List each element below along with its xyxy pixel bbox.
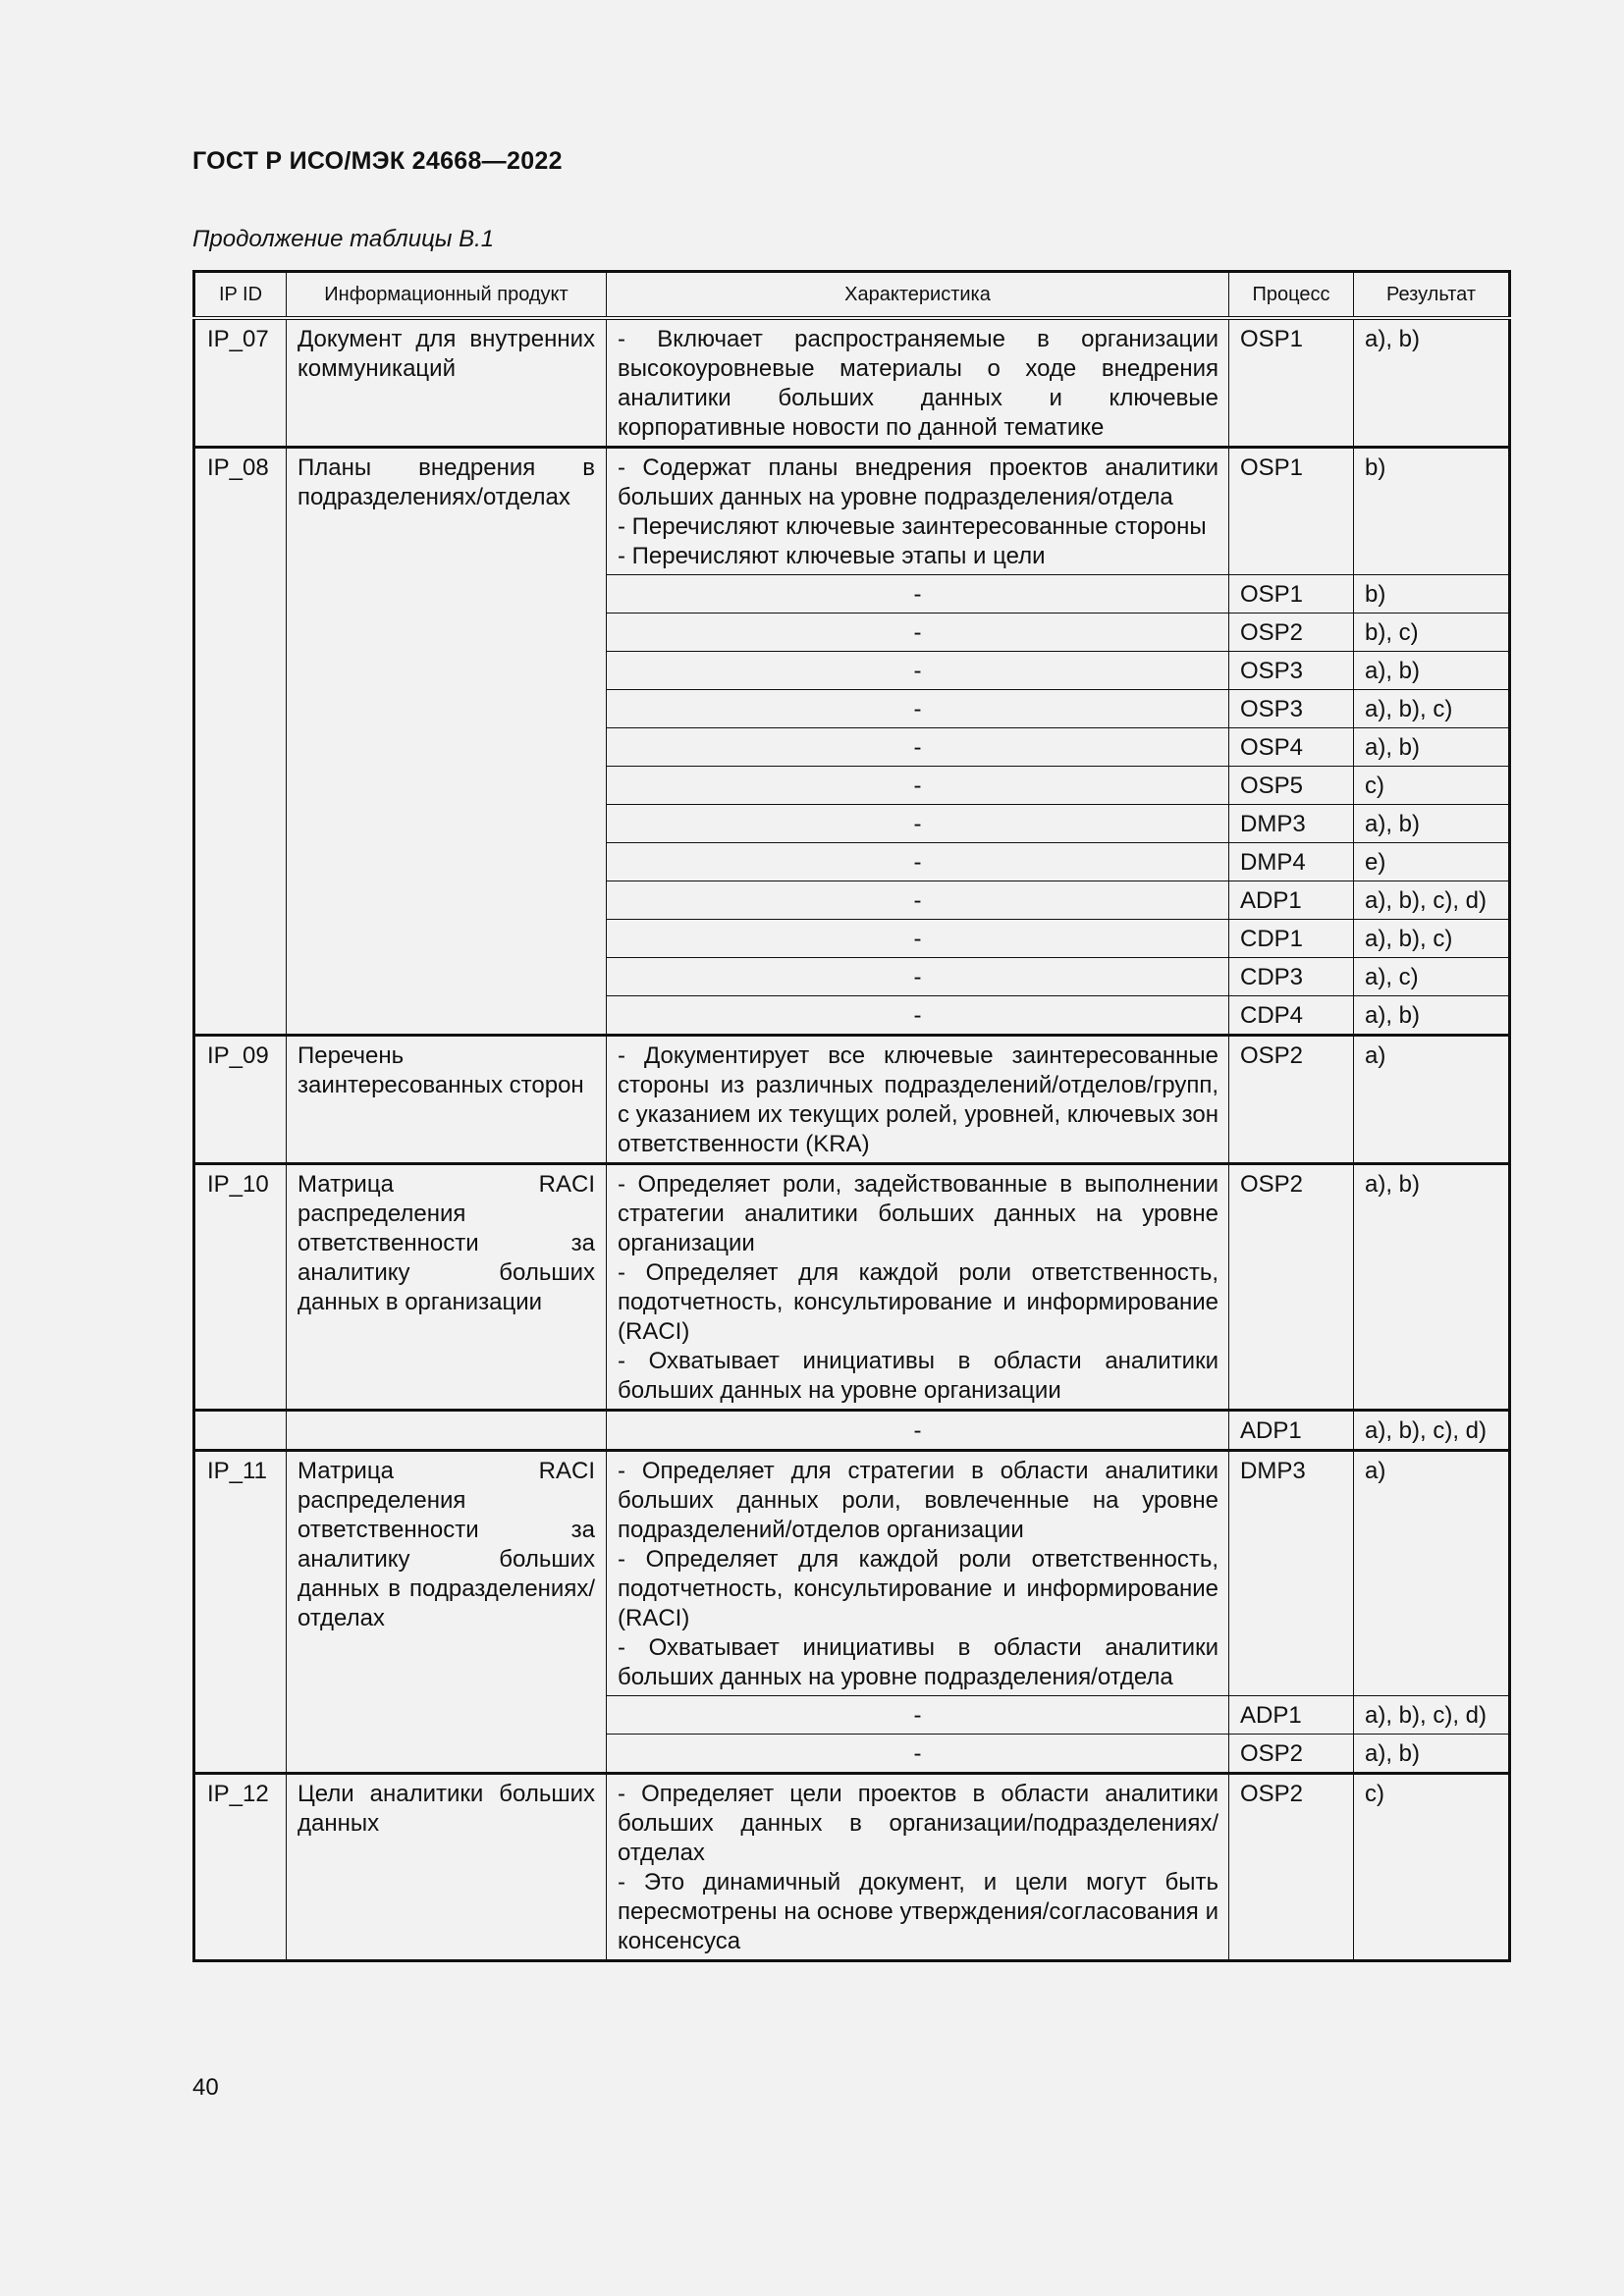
characteristic-cell: - — [607, 767, 1229, 805]
ip-id-cell: IP_09 — [194, 1036, 287, 1164]
characteristic-cell: - Определяет цели проектов в области аналитики больших данных в организации/подразделениях/отделах - Это динамичный документ, и цели могут быть пересмотрены на основе утверждения/согласования и консенсуса — [607, 1774, 1229, 1961]
result-cell: c) — [1354, 1774, 1510, 1961]
ip-id-cell: IP_12 — [194, 1774, 287, 1961]
column-header-process: Процесс — [1229, 272, 1354, 319]
product-cell: Документ для внутренних коммуникаций — [287, 318, 607, 448]
process-cell: DMP3 — [1229, 1451, 1354, 1696]
characteristic-cell: - — [607, 805, 1229, 843]
table-row — [194, 1451, 1510, 1696]
table-row — [194, 1774, 1510, 1961]
table-row — [194, 1036, 1510, 1164]
characteristic-cell: - — [607, 652, 1229, 690]
table-header-row — [194, 272, 1510, 319]
characteristic-cell: - — [607, 728, 1229, 767]
process-cell: ADP1 — [1229, 1696, 1354, 1735]
result-cell: a), b) — [1354, 652, 1510, 690]
characteristic-cell: - Включает распространяемые в организации высокоуровневые материалы о ходе внедрения аналитики больших данных и ключевые корпоративные новости по данной тематике — [607, 318, 1229, 448]
result-cell: b) — [1354, 448, 1510, 575]
process-cell: OSP2 — [1229, 1164, 1354, 1411]
result-cell: b), c) — [1354, 614, 1510, 652]
result-cell: a), b), c) — [1354, 920, 1510, 958]
product-cell — [287, 1411, 607, 1451]
process-cell: CDP3 — [1229, 958, 1354, 996]
process-cell: ADP1 — [1229, 881, 1354, 920]
ip-table — [192, 270, 1511, 1962]
ip-id-cell — [194, 1411, 287, 1451]
result-cell: a), b) — [1354, 805, 1510, 843]
process-cell: OSP1 — [1229, 318, 1354, 448]
result-cell: a) — [1354, 1036, 1510, 1164]
table-header — [194, 272, 1510, 319]
table-row — [194, 318, 1510, 448]
characteristic-cell: - — [607, 881, 1229, 920]
product-cell: Перечень заинтересованных сторон — [287, 1036, 607, 1164]
process-cell: OSP1 — [1229, 448, 1354, 575]
process-cell: OSP2 — [1229, 1774, 1354, 1961]
process-cell: OSP2 — [1229, 1036, 1354, 1164]
result-cell: a), b), c), d) — [1354, 881, 1510, 920]
result-cell: c) — [1354, 767, 1510, 805]
result-cell: a), b), c), d) — [1354, 1696, 1510, 1735]
result-cell: a) — [1354, 1451, 1510, 1696]
characteristic-cell: - — [607, 996, 1229, 1036]
process-cell: ADP1 — [1229, 1411, 1354, 1451]
characteristic-cell: - — [607, 690, 1229, 728]
result-cell: a), b), c) — [1354, 690, 1510, 728]
column-header-ip-id: IP ID — [194, 272, 287, 319]
result-cell: b) — [1354, 575, 1510, 614]
result-cell: a), b) — [1354, 1735, 1510, 1774]
result-cell: a), b) — [1354, 996, 1510, 1036]
process-cell: OSP3 — [1229, 652, 1354, 690]
ip-id-cell: IP_11 — [194, 1451, 287, 1774]
process-cell: OSP3 — [1229, 690, 1354, 728]
product-cell: Матрица RACI распределения ответственности за аналитику больших данных в подразделениях/отделах — [287, 1451, 607, 1774]
process-cell: CDP4 — [1229, 996, 1354, 1036]
result-cell: e) — [1354, 843, 1510, 881]
characteristic-cell: - — [607, 614, 1229, 652]
result-cell: a), b) — [1354, 728, 1510, 767]
ip-id-cell: IP_10 — [194, 1164, 287, 1411]
process-cell: OSP2 — [1229, 1735, 1354, 1774]
result-cell: a), b) — [1354, 1164, 1510, 1411]
characteristic-cell: - Определяет роли, задействованные в выполнении стратегии аналитики больших данных на уровне организации - Определяет для каждой роли ответственность, подотчетность, консультирование и информирование (RACI) - Охватывает инициативы в области аналитики больших данных на уровне организации — [607, 1164, 1229, 1411]
ip-id-cell: IP_08 — [194, 448, 287, 1036]
process-cell: OSP1 — [1229, 575, 1354, 614]
table-row — [194, 448, 1510, 575]
process-cell: OSP2 — [1229, 614, 1354, 652]
result-cell: a), c) — [1354, 958, 1510, 996]
characteristic-cell: - — [607, 1735, 1229, 1774]
process-cell: DMP3 — [1229, 805, 1354, 843]
table-row — [194, 1164, 1510, 1411]
product-cell: Планы внедрения в подразделениях/отделах — [287, 448, 607, 1036]
page-number: 40 — [192, 2074, 219, 2101]
column-header-characteristic: Характеристика — [607, 272, 1229, 319]
characteristic-cell: - Документирует все ключевые заинтересованные стороны из различных подразделений/отделов/групп, с указанием их текущих ролей, уровней, ключевых зон ответственности (KRA) — [607, 1036, 1229, 1164]
process-cell: CDP1 — [1229, 920, 1354, 958]
characteristic-cell: - Определяет для стратегии в области аналитики больших данных роли, вовлеченные на уровне подразделений/отделов организации - Определяет для каждой роли ответственность, подотчетность, консультирование и информирование (RACI) - Охватывает инициативы в области аналитики больших данных на уровне подразделения/отдела — [607, 1451, 1229, 1696]
process-cell: OSP4 — [1229, 728, 1354, 767]
process-cell: OSP5 — [1229, 767, 1354, 805]
ip-id-cell: IP_07 — [194, 318, 287, 448]
characteristic-cell: - Содержат планы внедрения проектов аналитики больших данных на уровне подразделения/отдела - Перечисляют ключевые заинтересованные стороны - Перечисляют ключевые этапы и цели — [607, 448, 1229, 575]
column-header-product: Информационный продукт — [287, 272, 607, 319]
characteristic-cell: - — [607, 1696, 1229, 1735]
table-caption: Продолжение таблицы B.1 — [192, 226, 495, 252]
column-header-result: Результат — [1354, 272, 1510, 319]
product-cell: Цели аналитики больших данных — [287, 1774, 607, 1961]
characteristic-cell: - — [607, 1411, 1229, 1451]
table-body — [194, 318, 1510, 1961]
process-cell: DMP4 — [1229, 843, 1354, 881]
product-cell: Матрица RACI распределения ответственности за аналитику больших данных в организации — [287, 1164, 607, 1411]
result-cell: a), b), c), d) — [1354, 1411, 1510, 1451]
characteristic-cell: - — [607, 958, 1229, 996]
characteristic-cell: - — [607, 920, 1229, 958]
characteristic-cell: - — [607, 575, 1229, 614]
document-standard-title: ГОСТ Р ИСО/МЭК 24668—2022 — [192, 147, 563, 175]
table-row — [194, 1411, 1510, 1451]
result-cell: a), b) — [1354, 318, 1510, 448]
characteristic-cell: - — [607, 843, 1229, 881]
